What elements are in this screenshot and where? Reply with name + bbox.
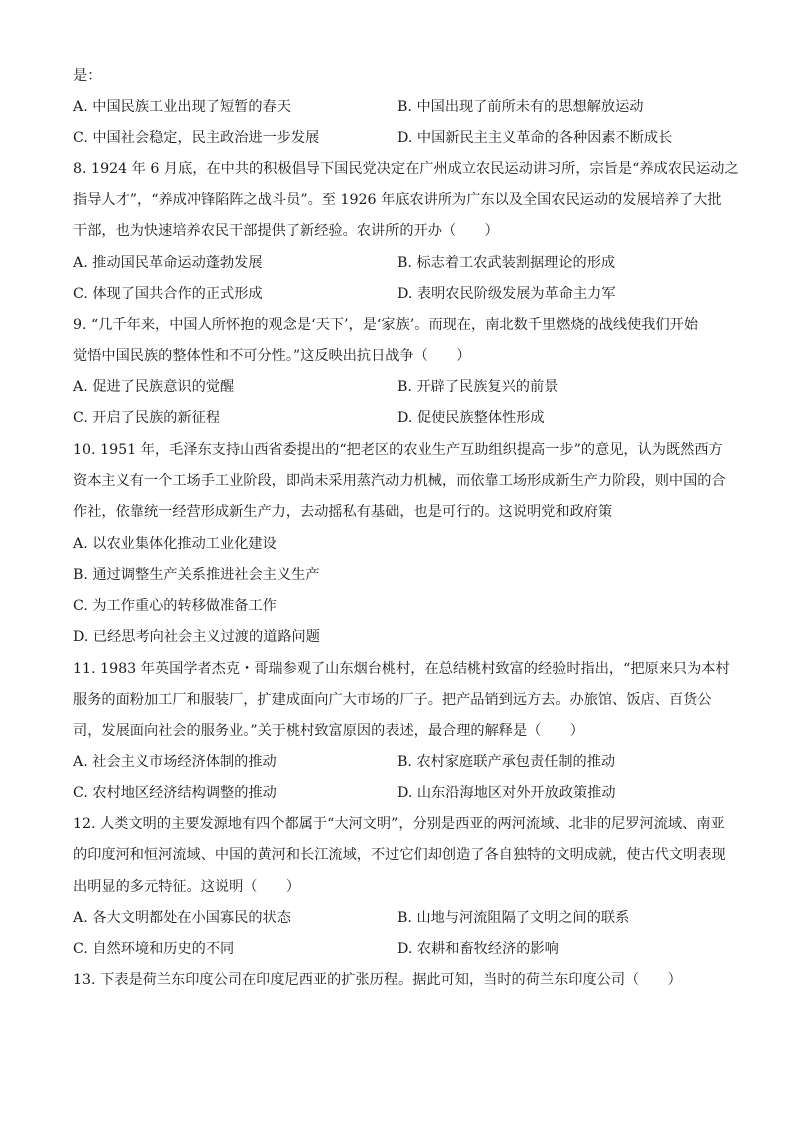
q11-option-b: B. 农村家庭联产承包责任制的推动 (397, 754, 616, 770)
q12-option-b: B. 山地与河流阻隔了文明之间的联系 (397, 910, 630, 926)
q11-option-c: C. 农村地区经济结构调整的推动 (73, 785, 277, 801)
q10-option-a: A. 以农业集体化推动工业化建设 (73, 536, 277, 552)
q12-line-2: 的印度河和恒河流域、中国的黄河和长江流域，不过它们却创造了各自独特的文明成就，使古代文明表现 (73, 847, 726, 863)
q9-line-2: 觉悟中国民族的整体性和不可分性。”这反映出抗日战争（ ） (73, 348, 471, 364)
q10-line-2: 资本主义有一个工场手工业阶段，即尚未采用蒸汽动力机械，而依靠工场形成新生产力阶段，则中国的合 (73, 473, 726, 489)
q11-line-3: 司，发展面向社会的服务业。”关于桃村致富原因的表述，最合理的解释是（ ） (73, 723, 584, 739)
q8-option-d: D. 表明农民阶级发展为革命主力军 (397, 286, 616, 302)
q10-option-c: C. 为工作重心的转移做准备工作 (73, 598, 277, 614)
q9-option-b: B. 开辟了民族复兴的前景 (397, 379, 559, 395)
q9-line-1: 9. “几千年来，中国人所怀抱的观念是‘天下’，是‘家族’。而现在，南北数千里燃烧的战线使我们开始 (73, 317, 699, 333)
q10-option-b: B. 通过调整生产关系推进社会主义生产 (73, 567, 320, 583)
q12-line-1: 12. 人类文明的主要发源地有四个都属于“大河文明”，分别是西亚的两河流域、北非的尼罗河流域、南亚 (73, 816, 725, 832)
q11-line-2: 服务的面粉加工厂和服装厂，扩建成面向广大市场的厂子。把产品销到远方去。办旅馆、饭店、百货公 (73, 692, 712, 708)
q11-option-a: A. 社会主义市场经济体制的推动 (73, 754, 277, 770)
q12-option-c: C. 自然环境和历史的不同 (73, 941, 235, 957)
q12-line-3: 出明显的多元特征。这说明（ ） (73, 879, 301, 895)
q7-option-c: C. 中国社会稳定，民主政治进一步发展 (73, 130, 320, 146)
q7-option-d: D. 中国新民主主义革命的各种因素不断成长 (397, 130, 673, 146)
intro-tail: 是： (73, 68, 102, 84)
q10-line-3: 作社，依靠统一经营形成新生产力，去动摇私有基础，也是可行的。这说明党和政府策 (73, 504, 613, 520)
q8-option-a: A. 推动国民革命运动蓬勃发展 (73, 255, 263, 271)
q8-option-c: C. 体现了国共合作的正式形成 (73, 286, 263, 302)
q8-option-b: B. 标志着工农武装割据理论的形成 (397, 255, 616, 271)
q12-option-d: D. 农耕和畜牧经济的影响 (397, 941, 559, 957)
q9-option-c: C. 开启了民族的新征程 (73, 410, 221, 426)
q8-line-1: 8. 1924 年 6 月底，在中共的积极倡导下国民党决定在广州成立农民运动讲习所，宗旨是“养成农民运动之 (73, 161, 739, 177)
q12-option-a: A. 各大文明都处在小国寡民的状态 (73, 910, 291, 926)
q10-option-d: D. 已经思考向社会主义过渡的道路问题 (73, 629, 320, 645)
q8-line-3: 干部，也为快速培养农民干部提供了新经验。农讲所的开办（ ） (73, 223, 499, 239)
q11-line-1: 11. 1983 年英国学者杰克・哥瑞参观了山东烟台桃村，在总结桃村致富的经验时指出，“把原来只为本村 (73, 661, 730, 677)
q7-option-a: A. 中国民族工业出现了短暂的春天 (73, 99, 291, 115)
q8-line-2: 指导人才”，“养成冲锋陷阵之战斗员”。至 1926 年底农讲所为广东以及全国农民运动的发展培养了大批 (73, 192, 722, 208)
q7-option-b: B. 中国出现了前所未有的思想解放运动 (397, 99, 644, 115)
q13-line-1: 13. 下表是荷兰东印度公司在印度尼西亚的扩张历程。据此可知，当时的荷兰东印度公司（ ） (73, 972, 682, 988)
q9-option-a: A. 促进了民族意识的觉醒 (73, 379, 235, 395)
q10-line-1: 10. 1951 年，毛泽东支持山西省委提出的“把老区的农业生产互助组织提高一步”的意见，认为既然西方 (73, 442, 723, 458)
q11-option-d: D. 山东沿海地区对外开放政策推动 (397, 785, 616, 801)
q9-option-d: D. 促使民族整体性形成 (397, 410, 545, 426)
